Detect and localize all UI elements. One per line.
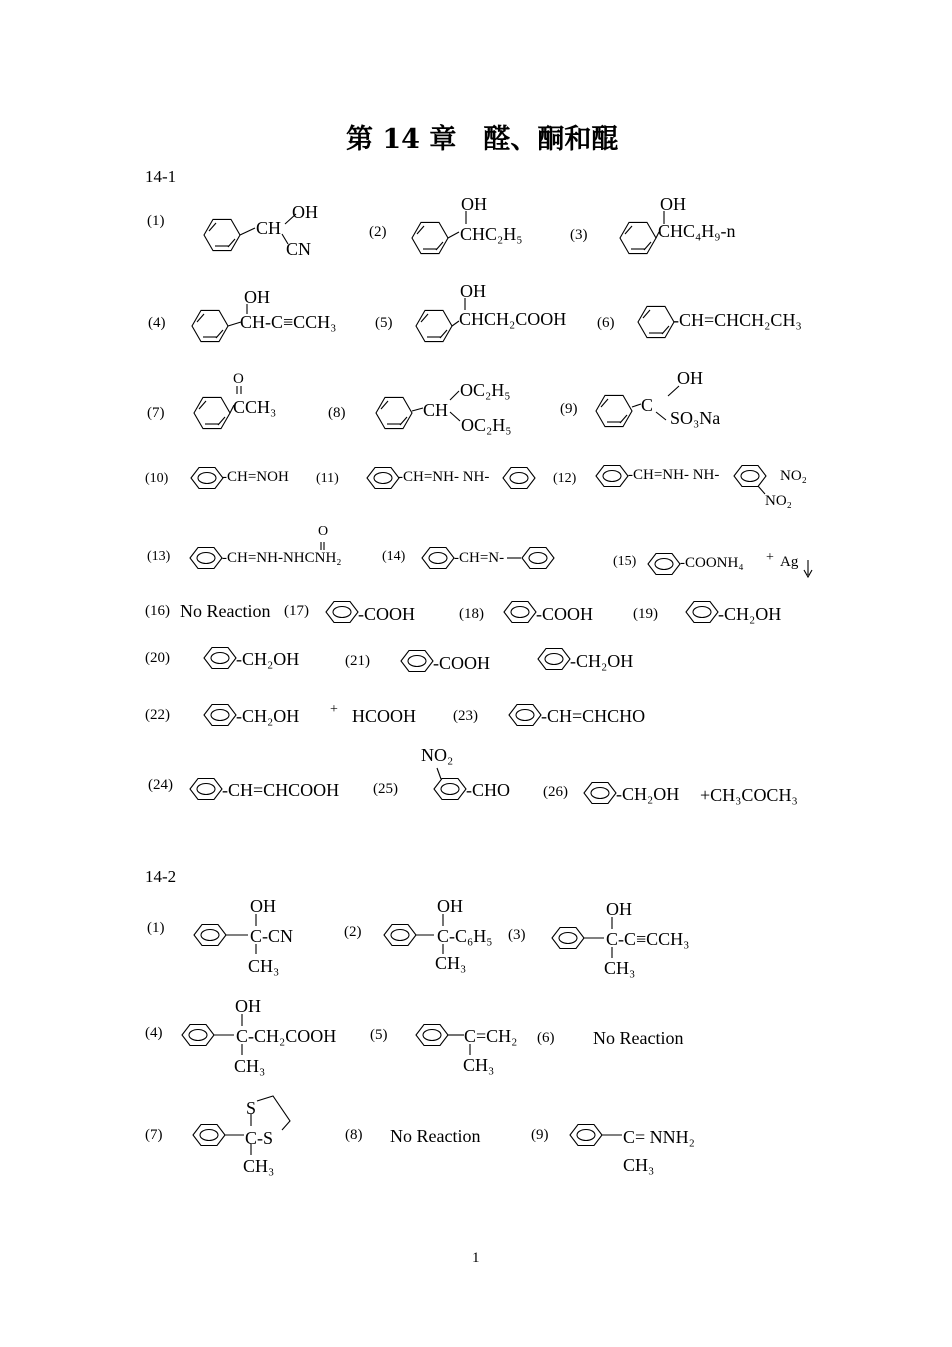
section-heading-14-2: 14-2 [145, 867, 177, 886]
text-ethyl: CHC₂H₅ [460, 224, 523, 244]
benzene-ring-s2-4 [182, 1025, 214, 1046]
item-label: (16) [145, 603, 170, 619]
text-oh: OH [461, 194, 487, 214]
text-acetone: +CH₃COCH₃ [700, 785, 798, 805]
item-label: (10) [145, 471, 169, 486]
text-ch3: CH₃ [435, 953, 467, 973]
benzene-ring-7 [194, 397, 230, 428]
item-label: (13) [147, 549, 171, 564]
text-cooh: -COOH [536, 604, 593, 624]
text-oh: OH [292, 202, 318, 222]
text-acetyl: CCH₃ [233, 397, 277, 417]
benzene-ring-11b [503, 468, 535, 489]
text-oet-2: OC₂H₅ [461, 415, 512, 435]
item-label: (11) [316, 471, 339, 486]
item-label: (8) [345, 1127, 363, 1143]
text-no2: NO₂ [421, 745, 454, 765]
item-label: (2) [344, 924, 362, 940]
item-label: (9) [560, 401, 578, 417]
text-oh: OH [437, 896, 463, 916]
item-label: (6) [597, 315, 615, 331]
text-c: C [245, 1128, 258, 1148]
text-ch2oh: -CH₂OH [236, 649, 300, 669]
text-no-reaction: No Reaction [180, 601, 271, 621]
text-coonh4: -COONH₄ [680, 555, 744, 571]
text-oxime: -CH=NOH [222, 469, 289, 485]
benzene-ring-19 [686, 602, 718, 623]
text-o: O [318, 524, 329, 539]
text-no2-1: NO₂ [780, 468, 807, 484]
benzene-ring-s2-3 [552, 928, 584, 949]
item-label: (24) [148, 777, 173, 793]
item-label: (1) [147, 920, 165, 936]
text-no2-2: NO₂ [765, 493, 792, 509]
text-oh: OH [677, 368, 703, 388]
text-cn: CN [286, 239, 312, 259]
text-oh: OH [660, 194, 686, 214]
benzene-ring-11 [367, 468, 399, 489]
section-heading-14-1: 14-1 [145, 167, 177, 186]
text-alkene: -CH=CHCH₂CH₃ [673, 310, 802, 330]
item-label: (18) [459, 606, 484, 622]
page-title: 第 14 章 醛、酮和醌 [346, 124, 619, 155]
benzene-ring-12 [596, 466, 628, 487]
item-label: (14) [382, 549, 406, 564]
text-ch3: CH₃ [248, 956, 280, 976]
item-label: (12) [553, 471, 577, 486]
text-cho: -CHO [466, 780, 510, 800]
item-label: (5) [375, 315, 393, 331]
text-ch: CH [256, 218, 282, 238]
benzene-ring-21b [538, 649, 570, 670]
text-ch2oh: -CH₂OH [718, 604, 782, 624]
text-cooh: -COOH [433, 653, 490, 673]
text-no-reaction: No Reaction [593, 1028, 684, 1048]
text-hydrazone: -CH=NH- NH- [628, 467, 720, 483]
text-cinnamaldehyde: -CH=CHCHO [541, 706, 646, 726]
text-ch3: CH₃ [243, 1156, 275, 1176]
text-c: C [641, 395, 654, 415]
benzene-ring-9 [596, 395, 632, 426]
benzene-ring-4 [192, 310, 228, 341]
text-ag: Ag [780, 554, 799, 570]
item-label: (4) [145, 1025, 163, 1041]
text-acid: CHCH₂COOH [459, 309, 567, 329]
benzene-ring-14b [522, 548, 554, 569]
item-label: (7) [147, 405, 165, 421]
text-ch3: CH₃ [623, 1155, 655, 1175]
item-label: (19) [633, 606, 658, 622]
benzene-ring-14 [422, 548, 454, 569]
benzene-ring-s2-2 [384, 925, 416, 946]
item-label: (25) [373, 781, 398, 797]
item-label: (20) [145, 650, 170, 666]
benzene-ring-12b [734, 466, 766, 487]
benzene-ring-13 [190, 548, 222, 569]
text-ch2oh: -CH₂OH [616, 784, 680, 804]
text-ring-s: -S [257, 1128, 274, 1148]
item-label: (2) [369, 224, 387, 240]
text-imine: -CH=N- [454, 550, 505, 566]
benzene-ring-22 [204, 705, 236, 726]
item-label: (26) [543, 784, 568, 800]
item-label: (1) [147, 213, 165, 229]
item-label: (8) [328, 405, 346, 421]
benzene-ring-s2-9 [570, 1125, 602, 1146]
text-semicarbazone: -CH=NH-NHCNH₂ [222, 550, 342, 566]
benzene-ring-26 [584, 783, 616, 804]
text-butyl: CHC₄H₉-n [658, 221, 736, 241]
text-alkyne: CH-C≡CCH₃ [240, 312, 337, 332]
text-no-reaction: No Reaction [390, 1126, 481, 1146]
benzene-ring-18 [504, 602, 536, 623]
text-o: O [233, 371, 244, 387]
benzene-ring-5 [416, 310, 452, 341]
item-label: (15) [613, 554, 637, 569]
benzene-ring-23 [509, 705, 541, 726]
item-label: (21) [345, 653, 370, 669]
benzene-ring-21 [401, 651, 433, 672]
text-hydrazone: -CH=NH- NH- [398, 469, 490, 485]
benzene-ring-3 [620, 222, 656, 253]
item-label: (4) [148, 315, 166, 331]
text-oet-1: OC₂H₅ [460, 380, 511, 400]
text-ch3: CH₃ [604, 958, 636, 978]
text-s: S [246, 1098, 257, 1118]
item-label: (17) [284, 603, 309, 619]
text-so3na: SO₃Na [670, 408, 721, 428]
item-label: (3) [508, 927, 526, 943]
text-c: C [606, 929, 619, 949]
text-ch3: CH₃ [234, 1056, 266, 1076]
benzene-ring-s2-1 [194, 925, 226, 946]
text-hydrazone: C= NNH₂ [623, 1127, 695, 1147]
text-cn: -CN [262, 926, 293, 946]
benzene-ring-10 [191, 468, 223, 489]
item-label: (22) [145, 707, 170, 723]
text-ch2oh: -CH₂OH [236, 706, 300, 726]
benzene-ring-s2-7 [193, 1125, 225, 1146]
item-label: (3) [570, 227, 588, 243]
text-oh: OH [235, 996, 261, 1016]
item-label: (6) [537, 1030, 555, 1046]
text-methylene: C=CH₂ [464, 1026, 518, 1046]
text-ch3: CH₃ [463, 1055, 495, 1075]
text-cooh: -COOH [358, 604, 415, 624]
page-number: 1 [472, 1250, 480, 1266]
text-cinnamic: -CH=CHCOOH [222, 780, 340, 800]
benzene-ring-s2-5 [416, 1025, 448, 1046]
text-oh: OH [460, 281, 486, 301]
text-c: C [437, 926, 450, 946]
text-phenyl: -C₆H₅ [449, 926, 493, 946]
text-oh: OH [250, 896, 276, 916]
benzene-ring-17 [326, 602, 358, 623]
item-label: (23) [453, 708, 478, 724]
benzene-ring-15 [648, 554, 680, 575]
text-ch2oh: -CH₂OH [570, 651, 634, 671]
text-oh: OH [244, 287, 270, 307]
text-acid: -CH₂COOH [248, 1026, 337, 1046]
text-plus: + [330, 702, 338, 717]
text-ch: CH [423, 400, 449, 420]
benzene-ring-1 [204, 219, 240, 250]
item-label: (5) [370, 1027, 388, 1043]
benzene-ring-20 [204, 648, 236, 669]
text-oh: OH [606, 899, 632, 919]
item-label: (9) [531, 1127, 549, 1143]
text-c: C [250, 926, 263, 946]
text-hcooh: HCOOH [352, 706, 417, 726]
benzene-ring-25 [434, 779, 466, 800]
text-alkyne: -C≡CCH₃ [618, 929, 690, 949]
benzene-ring-8 [376, 397, 412, 428]
item-label: (7) [145, 1127, 163, 1143]
benzene-ring-6 [638, 306, 674, 337]
benzene-ring-2 [412, 222, 448, 253]
text-c: C [236, 1026, 249, 1046]
text-plus: + [766, 550, 774, 565]
benzene-ring-24 [190, 779, 222, 800]
